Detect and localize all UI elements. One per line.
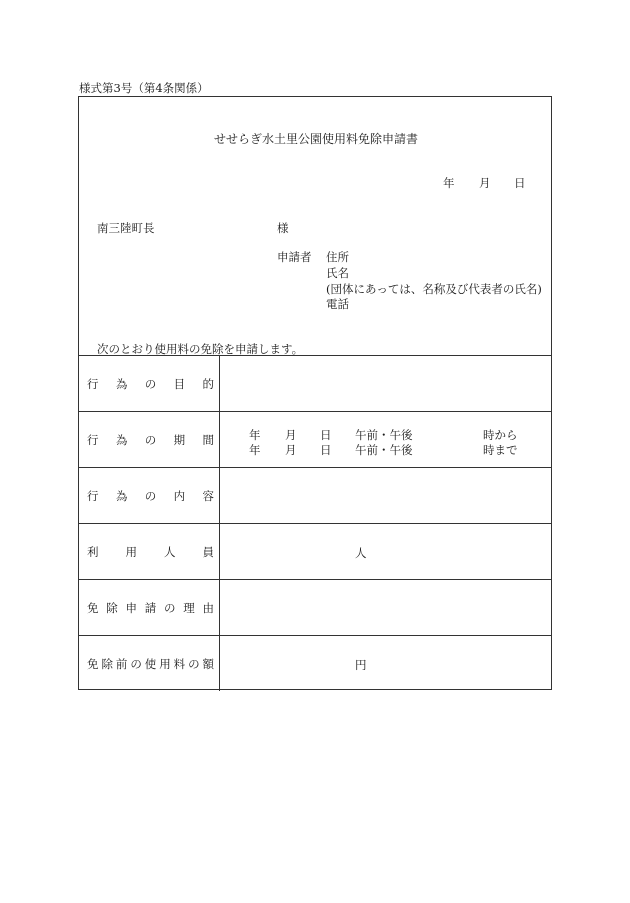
row-label	[79, 580, 220, 635]
form-number: 様式第3号（第4条関係）	[79, 81, 209, 95]
applicant-label: 申請者	[277, 250, 312, 264]
row-label-char: の	[144, 432, 157, 447]
row-label-char: 前	[115, 656, 128, 671]
application-statement: 次のとおり使用料の免除を申請します。	[97, 342, 304, 356]
row-label-char: 額	[202, 656, 214, 671]
row-label-char: の	[164, 600, 176, 615]
period-from-month-unit: 月	[285, 428, 297, 442]
row-label-char: 請	[144, 600, 157, 615]
row-label-char: 由	[202, 600, 214, 615]
row-label-char: 理	[183, 600, 195, 615]
row-label-char: の	[144, 376, 157, 391]
row-label-char: 免	[87, 656, 99, 671]
period-to-ampm: 午前・午後	[355, 443, 413, 457]
row-label-char: 用	[159, 656, 171, 671]
row-label-char: 行	[87, 488, 99, 503]
row-label-char: 為	[115, 432, 128, 447]
row-label-char: 目	[173, 376, 186, 391]
application-table	[79, 355, 551, 691]
applicant-org-note: (団体にあっては、名称及び代表者の氏名)	[326, 282, 542, 296]
row-label	[79, 412, 220, 467]
period-to-month-unit: 月	[285, 443, 297, 457]
row-label-char: 人	[164, 544, 176, 559]
fee-unit: 円	[355, 658, 367, 672]
row-reason	[79, 579, 551, 635]
row-label-char: 用	[125, 544, 137, 559]
recipient: 南三陸町長	[97, 221, 155, 235]
row-label-char: 容	[202, 488, 214, 503]
honorific: 様	[277, 221, 289, 235]
row-label-char: 利	[87, 544, 99, 559]
users-unit: 人	[355, 546, 367, 560]
period-to-year-unit: 年	[249, 443, 261, 457]
period-from-suffix: 時から	[483, 428, 518, 442]
row-fee	[79, 635, 551, 691]
row-label	[79, 524, 220, 579]
row-label-char: 為	[115, 488, 128, 503]
row-label-char: 除	[101, 656, 113, 671]
row-label-char: の	[130, 656, 142, 671]
row-label	[79, 356, 220, 411]
applicant-phone-label: 電話	[326, 297, 349, 311]
row-purpose	[79, 355, 551, 411]
row-label-char: 免	[87, 600, 99, 615]
date-year-unit: 年	[443, 176, 455, 190]
row-label-char: 行	[87, 432, 99, 447]
period-from-year-unit: 年	[249, 428, 261, 442]
row-label-char: 内	[173, 488, 186, 503]
row-label-char: の	[188, 656, 200, 671]
row-label-char: 期	[173, 432, 186, 447]
period-from-ampm: 午前・午後	[355, 428, 413, 442]
date-day-unit: 日	[514, 176, 526, 190]
row-label-char: の	[144, 488, 157, 503]
row-label-char: 料	[173, 656, 186, 671]
period-to-day-unit: 日	[320, 443, 332, 457]
row-period	[79, 411, 551, 467]
row-label	[79, 636, 220, 691]
row-users	[79, 523, 551, 579]
row-label-char: 為	[115, 376, 128, 391]
row-label-char: 申	[125, 600, 137, 615]
application-form	[78, 96, 552, 690]
row-content	[79, 467, 551, 523]
form-title: せせらぎ水土里公園使用料免除申請書	[213, 132, 418, 146]
row-label-char: 除	[106, 600, 118, 615]
applicant-name-label: 氏名	[326, 266, 349, 280]
row-label-char: 行	[87, 376, 99, 391]
row-label	[79, 468, 220, 523]
row-label-char: 的	[202, 376, 214, 391]
applicant-address-label: 住所	[326, 250, 349, 264]
date-month-unit: 月	[479, 176, 491, 190]
row-label-char: 間	[202, 432, 214, 447]
period-from-day-unit: 日	[320, 428, 332, 442]
row-label-char: 使	[144, 656, 157, 671]
period-to-suffix: 時まで	[483, 443, 518, 457]
row-label-char: 員	[202, 544, 214, 559]
